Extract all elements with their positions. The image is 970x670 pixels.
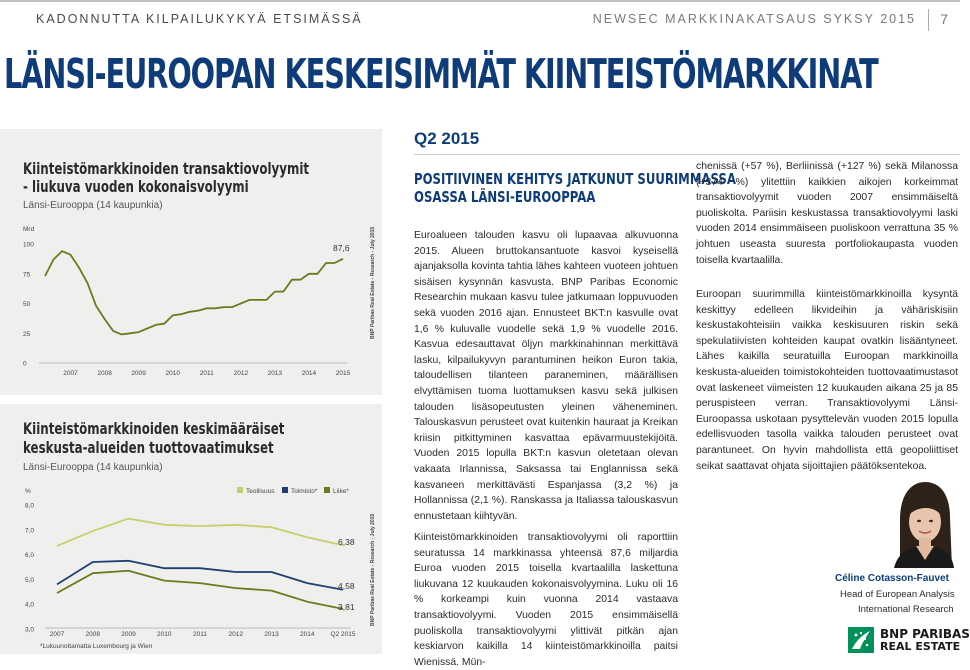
chart2-x-tick: Q2 2015 bbox=[330, 631, 356, 638]
chart2-y-tick: 6,0 bbox=[25, 552, 35, 560]
page-number: 7 bbox=[940, 11, 948, 27]
chart1-series-line bbox=[45, 251, 343, 334]
chart2-series-line bbox=[57, 519, 343, 546]
chart1-y-tick: 0 bbox=[23, 360, 27, 368]
page-title: LÄNSI-EUROOPAN KESKEISIMMÄT KIINTEISTÖMARKKINAT bbox=[4, 50, 878, 98]
bnp-paribas-logo bbox=[848, 625, 970, 655]
chart1-source: BNP Paribas Real Estate - Research - July 2015 bbox=[370, 226, 376, 339]
article-column-2b bbox=[696, 287, 958, 474]
yield-line-chart bbox=[0, 404, 382, 654]
chart2-end-label: 4,58 bbox=[338, 581, 355, 591]
chart2-unit-label: % bbox=[25, 488, 31, 495]
author-name: Céline Cotasson-Fauvet bbox=[835, 573, 949, 584]
chart2-source: BNP Paribas Real Estate - Research - July 2015 bbox=[370, 513, 376, 626]
paragraph-cities: chenissä (+57 %), Berliinissä (+127 %) sekä Milanossa (+374 %) ylitettiin kaikkien aikojen korkeimmat transaktiovolyymit vuoden 2007 ensimmäiseltä puoliskolta. Pariisin keskustassa transaktiovolyymi laski vuoden 2014 ensimmäiseen puoliskoon verrattuna 35 % johtuen useasta suuresta portfoliokaupasta vuoden toisella kvartaalilla. bbox=[696, 161, 958, 266]
paragraph-volume: Kiinteistömarkkinoiden transaktiovolyymi oli raporttiin seuratussa 14 markkinassa yhteensä 87,6 miljardia Euroa vuoden 2015 toisella kvartaalilla laskettuna liukuvana 12 kuukauden kokonaisvolyymina. Luku oli 16 % korkeampi kuin vuonna 2014 vastaava transaktiovolyymi. Vuoden 2015 ensimmäisellä puoliskolla transaktiovolyymi ylittivät pitkän ajan keskiarvon kaikilla 14 kiinteistömarkkinoilla paitsi Wienissä. Mün- bbox=[414, 532, 678, 668]
publication-header: NEWSEC MARKKINAKATSAUS SYKSY 2015 bbox=[592, 12, 916, 26]
chart1-unit-label: Mrd bbox=[23, 226, 35, 233]
header-divider bbox=[928, 9, 929, 31]
chart2-title-line2: keskusta-alueiden tuottovaatimukset bbox=[23, 438, 274, 457]
chart1-x-tick: 2011 bbox=[199, 370, 214, 377]
volume-line-chart bbox=[0, 129, 382, 395]
chart1-end-label: 87,6 bbox=[333, 243, 350, 253]
chart1-x-tick: 2010 bbox=[165, 370, 180, 377]
chart2-end-label: 6,38 bbox=[338, 537, 355, 547]
logo-text-line2: REAL ESTATE bbox=[880, 640, 961, 653]
chart1-title-line1: Kiinteistömarkkinoiden transaktiovolyymit bbox=[23, 159, 310, 178]
section-rule bbox=[414, 154, 960, 155]
paragraph-demand: Euroopan suurimmilla kiinteistömarkkinoilla kysyntä keskittyy edelleen likvideihin ja vähäriskisiin keskustakohteisiin vaikka keskisuuren riskin sekä spekulatiivisten kohteiden kaupat ovatkin lisääntyneet. Lähes kaikilla seuratuilla Euroopan markkinoilla keskusta-alueiden toimistokohteiden tuottovaatimustasot ovat laskeneet viimeisten 12 kuukauden aikana 25 ja 85 peruspisteen verran. Transaktiovolyymi Länsi-Euroopassa uskotaan pysyttelevän vuoden 2015 lopulla edellisvuoden tasolla vaikka talouden perusteet ovat parantuneet. On hyvin mahdollista että geopoliittiset seikat saattavat ohjata sijoittajien päätöksentekoa. bbox=[696, 289, 958, 472]
article-heading-line1: POSITIIVINEN KEHITYS JATKUNUT SUURIMMASSA bbox=[414, 170, 736, 188]
bnp-stars-icon bbox=[848, 627, 874, 653]
chart2-legend-swatch bbox=[324, 487, 330, 493]
chart2-x-tick: 2010 bbox=[157, 631, 172, 638]
chart1-subtitle: Länsi-Eurooppa (14 kaupunkia) bbox=[23, 200, 163, 211]
chart2-x-tick: 2008 bbox=[85, 631, 100, 638]
yield-chart-panel bbox=[0, 404, 382, 654]
chart1-x-tick: 2009 bbox=[131, 370, 146, 377]
author-role: Head of European Analysis bbox=[840, 589, 955, 600]
chart2-title-line1: Kiinteistömarkkinoiden keskimääräiset bbox=[23, 419, 285, 438]
paragraph-economy: Euroalueen talouden kasvu oli lupaavaa alkuvuonna 2015. Alueen bruttokansantuote kasvoi kyseisellä ajanjaksolla kovinta tahtia lähes kahteen vuoteen johtuen sisäisen kysynnän kasvusta. BNP Paribas Economic Researchin mukaan kasvu tulee jatkumaan loppuvuoden sekä vuoden 2016 ajan. Ennusteet BKT:n kasvulle ovat 1,6 % kuluvalle vuodelle sekä 1,9 % vuodelle 2016. Kasvua edesauttavat öljyn markkinahinnan merkittävä lasku, kilpailukyvyn parantuminen heikon Euron takia, taloudellisen tilanteen paraneminen, määrällisen elvyttämisen tuoma luottamuksen kasvu sekä julkisen talouden lisäsopeutusten yleinen väheneminen. Talouskasvun perusteet ovat kuitenkin hauraat ja Kreikan kriisin pitkittyminen kasvattaa epävarmuustekijöitä. Vuoden 2015 lopulla BKT:n kasvun oletetaan olevan vakaata Irlannissa, Saksassa tai Englannissa sekä kasvaneen merkittävästi Espanjassa (3,2 %) ja Hollannissa (2,1 %). Ranskassa ja Italiassa talouskasvun ennustetaan kiihtyvän. bbox=[414, 230, 678, 522]
chart2-end-label: 3,81 bbox=[338, 602, 355, 612]
article-column-2 bbox=[696, 159, 958, 268]
article-heading bbox=[414, 170, 736, 206]
top-rule bbox=[0, 0, 960, 2]
logo-text-line1: BNP PARIBAS bbox=[880, 627, 970, 641]
chart2-x-tick: 2009 bbox=[121, 631, 136, 638]
chart2-y-tick: 5,0 bbox=[25, 576, 35, 584]
chart2-y-tick: 4,0 bbox=[25, 601, 35, 609]
chart2-legend-swatch bbox=[237, 487, 243, 493]
chart2-y-tick: 8,0 bbox=[25, 502, 35, 510]
chart2-legend-label: Toimisto* bbox=[291, 488, 318, 495]
chart2-legend-label: Liike* bbox=[333, 488, 349, 495]
chart2-series-line bbox=[57, 561, 343, 590]
chart2-y-tick: 7,0 bbox=[25, 527, 35, 535]
article-column-1b bbox=[414, 530, 678, 670]
chart1-y-tick: 100 bbox=[23, 241, 34, 249]
chart2-x-tick: 2013 bbox=[264, 631, 279, 638]
chart2-legend-label: Teollisuus bbox=[246, 488, 275, 495]
chart2-x-tick: 2014 bbox=[300, 631, 315, 638]
quarter-label: Q2 2015 bbox=[414, 129, 480, 148]
chart2-footnote: *Lukuunottamatta Luxembourg ja Wien bbox=[40, 643, 153, 650]
chart2-legend-swatch bbox=[282, 487, 288, 493]
chart2-x-tick: 2012 bbox=[228, 631, 243, 638]
chart1-y-tick: 75 bbox=[23, 271, 31, 279]
chart1-y-tick: 50 bbox=[23, 301, 31, 308]
chart1-x-tick: 2014 bbox=[301, 370, 317, 377]
chart1-x-tick: 2012 bbox=[233, 370, 249, 377]
chart1-x-tick: 2007 bbox=[63, 370, 78, 377]
chart2-x-tick: 2011 bbox=[193, 631, 207, 638]
volume-chart-panel bbox=[0, 129, 382, 395]
chart1-x-tick: 2013 bbox=[267, 370, 283, 377]
chart1-title-line2: - liukuva vuoden kokonaisvolyymi bbox=[23, 177, 249, 196]
chart2-x-tick: 2007 bbox=[49, 631, 65, 638]
section-header: KADONNUTTA KILPAILUKYKYÄ ETSIMÄSSÄ bbox=[36, 12, 363, 26]
chart1-y-tick: 25 bbox=[23, 330, 31, 338]
chart2-subtitle: Länsi-Eurooppa (14 kaupunkia) bbox=[23, 462, 163, 473]
chart1-x-tick: 2008 bbox=[97, 370, 112, 377]
author-department: International Research bbox=[858, 604, 954, 615]
article-heading-line2: OSASSA LÄNSI-EUROOPPAA bbox=[414, 188, 596, 206]
chart2-y-tick: 3,0 bbox=[25, 626, 35, 634]
author-photo bbox=[888, 480, 958, 568]
chart2-series-line bbox=[57, 571, 343, 609]
article-column-1 bbox=[414, 228, 678, 524]
chart1-x-tick: 2015 bbox=[335, 370, 351, 377]
